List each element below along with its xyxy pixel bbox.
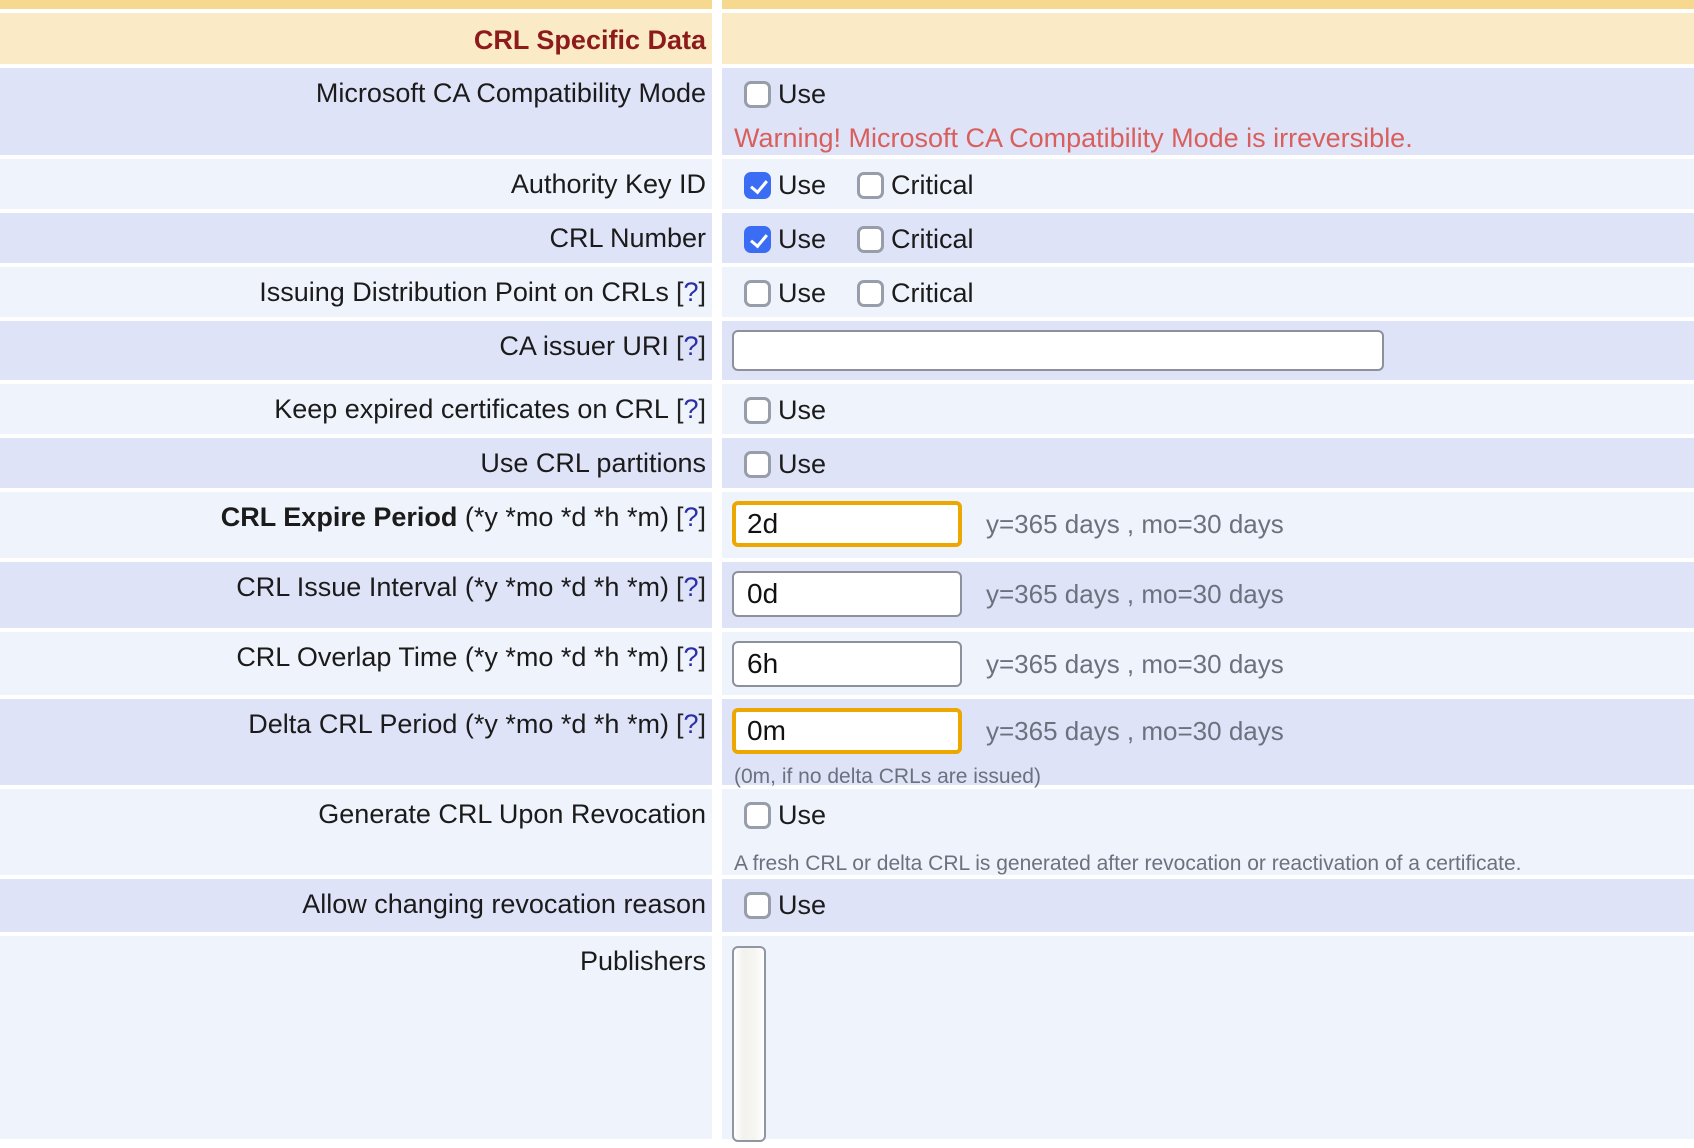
row-authority-key-id — [0, 159, 1694, 209]
row-crl-issue-interval — [0, 562, 1694, 628]
question-mark-icon: ? — [683, 277, 699, 307]
generate-crl-subnote: A fresh CRL or delta CRL is generated after revocation or reactivation of a certificate. — [734, 852, 1522, 875]
delta-crl-subnote: (0m, if no delta CRLs are issued) — [734, 765, 1041, 788]
use-checkbox[interactable] — [744, 81, 771, 108]
help-link[interactable]: [?] — [675, 709, 706, 739]
checkbox-label: Use — [778, 278, 827, 308]
row-label-suffix: (*y *mo *d *h *m) — [457, 572, 669, 602]
crl-issue-interval-input[interactable] — [732, 571, 962, 617]
ca-issuer-uri-input[interactable] — [732, 330, 1384, 371]
checkbox-label: Critical — [891, 224, 974, 254]
question-mark-icon: ? — [683, 502, 699, 532]
row-label: Issuing Distribution Point on CRLs — [259, 277, 669, 307]
row-label-suffix: (*y *mo *d *h *m) — [457, 642, 669, 672]
delta-crl-period-input[interactable] — [732, 708, 962, 754]
row-allow-changing-revocation-reason — [0, 879, 1694, 932]
irreversible-warning: Warning! Microsoft CA Compatibility Mode is irreversible. — [734, 123, 1413, 153]
help-link[interactable]: [?] — [675, 331, 706, 361]
row-ca-issuer-uri — [0, 321, 1694, 380]
time-units-note: y=365 days , mo=30 days — [986, 579, 1284, 609]
row-delta-crl-period — [0, 699, 1694, 788]
crl-overlap-time-input[interactable] — [732, 641, 962, 687]
critical-checkbox[interactable] — [857, 172, 884, 199]
checkbox-label: Critical — [891, 278, 974, 308]
row-label: Generate CRL Upon Revocation — [318, 799, 706, 829]
row-label: CA issuer URI — [499, 331, 669, 361]
row-issuing-distribution-point — [0, 267, 1694, 317]
question-mark-icon: ? — [683, 331, 699, 361]
help-link[interactable]: [?] — [675, 394, 706, 424]
crl-expire-period-input[interactable] — [732, 501, 962, 547]
row-use-crl-partitions — [0, 438, 1694, 488]
checkbox-label: Use — [778, 224, 827, 254]
use-checkbox[interactable] — [744, 802, 771, 829]
checkbox-label: Use — [778, 449, 827, 479]
checkbox-label: Use — [778, 395, 827, 425]
publishers-listbox[interactable] — [732, 946, 766, 1142]
use-checkbox[interactable] — [744, 172, 771, 199]
critical-checkbox[interactable] — [857, 226, 884, 253]
use-checkbox[interactable] — [744, 397, 771, 424]
row-crl-overlap-time — [0, 632, 1694, 695]
use-checkbox[interactable] — [744, 892, 771, 919]
row-crl-expire-period — [0, 492, 1694, 558]
row-label: CRL Expire Period — [220, 502, 458, 532]
row-label: Publishers — [579, 946, 706, 976]
checkbox-label: Use — [778, 79, 827, 109]
help-link[interactable]: [?] — [675, 277, 706, 307]
row-label: CRL Number — [549, 223, 706, 253]
use-checkbox[interactable] — [744, 226, 771, 253]
row-microsoft-ca-compatibility-mode — [0, 68, 1694, 155]
previous-section-strip — [0, 0, 1694, 9]
time-units-note: y=365 days , mo=30 days — [986, 716, 1284, 746]
checkbox-label: Use — [778, 800, 827, 830]
row-label-suffix: (*y *mo *d *h *m) — [457, 502, 669, 532]
time-units-note: y=365 days , mo=30 days — [986, 509, 1284, 539]
checkbox-label: Use — [778, 170, 827, 200]
question-mark-icon: ? — [683, 572, 699, 602]
row-generate-crl-upon-revocation — [0, 789, 1694, 875]
question-mark-icon: ? — [683, 394, 699, 424]
row-label: Delta CRL Period — [248, 709, 458, 739]
row-keep-expired-certificates — [0, 384, 1694, 434]
row-label-suffix: (*y *mo *d *h *m) — [457, 709, 669, 739]
row-label: Authority Key ID — [510, 169, 706, 199]
time-units-note: y=365 days , mo=30 days — [986, 649, 1284, 679]
question-mark-icon: ? — [683, 642, 699, 672]
critical-checkbox[interactable] — [857, 280, 884, 307]
question-mark-icon: ? — [683, 709, 699, 739]
row-publishers — [0, 936, 1694, 1139]
row-label: Keep expired certificates on CRL — [274, 394, 669, 424]
help-link[interactable]: [?] — [675, 572, 706, 602]
row-label: CRL Overlap Time — [236, 642, 458, 672]
checkbox-label: Critical — [891, 170, 974, 200]
help-link[interactable]: [?] — [675, 502, 706, 532]
section-title: CRL Specific Data — [0, 13, 712, 64]
row-label: Use CRL partitions — [480, 448, 706, 478]
use-checkbox[interactable] — [744, 451, 771, 478]
row-label: CRL Issue Interval — [236, 572, 458, 602]
section-header-row — [0, 13, 1694, 64]
checkbox-label: Use — [778, 890, 827, 920]
row-label: Allow changing revocation reason — [302, 889, 706, 919]
help-link[interactable]: [?] — [675, 642, 706, 672]
row-label: Microsoft CA Compatibility Mode — [315, 78, 706, 108]
use-checkbox[interactable] — [744, 280, 771, 307]
row-crl-number — [0, 213, 1694, 263]
